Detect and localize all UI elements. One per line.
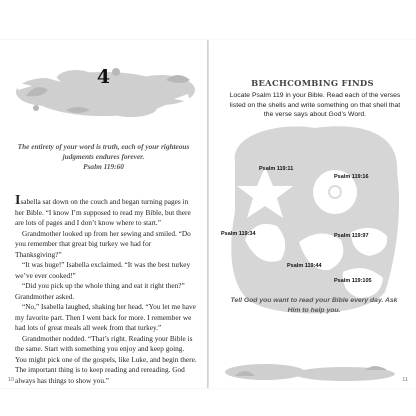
shell-label: Psalm 119:11 (259, 166, 294, 172)
shell-label: Psalm 119:44 (287, 263, 322, 269)
shell-label: Psalm 119:34 (221, 231, 256, 237)
shell-label: Psalm 119:105 (334, 278, 372, 284)
story-text (15, 193, 197, 386)
splash-brush-art (6, 52, 201, 132)
story-paragraph: “No,” Isabella laughed, shaking her head. “You let me have my favorite part. Then I went back for more. I remember we had lots of great meals all week from that turkey.” (15, 302, 196, 332)
story-paragraph (15, 193, 197, 229)
shell-label: Psalm 119:16 (334, 174, 369, 180)
activity-instructions: Locate Psalm 119 in your Bible. Read each of the verses listed on the shells and write something on that shell that the verse says about God’s Word. (229, 92, 401, 118)
page-number: 11 (402, 377, 408, 383)
epigraph (10, 142, 197, 172)
epigraph-text: The entirety of your word is truth, each of your righteous judgments endures forever. (17, 142, 190, 161)
epigraph-reference: Psalm 119:60 (83, 162, 124, 171)
story-paragraph: Grandmother nodded. “That’s right. Reading your Bible is the same. Start with something you enjoy and keep going. You might pick one of the gospels, like Luke, and begin there. The important thing is to keep reading and rereading. God always has things to show you.” (15, 333, 197, 385)
story-paragraph: “Did you pick up the whole thing and eat it right then?” Grandmother asked. (15, 281, 185, 301)
activity-title: BEACHCOMBING FINDS (251, 78, 374, 88)
story-paragraph: Grandmother looked up from her sewing and smiled. “Do you remember that great big turkey we had for Thanksgiving?” (15, 228, 191, 259)
page-number: 10 (8, 377, 15, 383)
story-paragraph-text: sabella sat down on the couch and began turning pages in her Bible. “I know I’m supposed to read my Bible, but there are lots of pages and I don’t know where to start.” (15, 197, 191, 227)
right-page (209, 40, 416, 388)
shells-illustration (225, 122, 403, 318)
left-page (0, 40, 208, 388)
story-paragraph: “It was huge!” Isabella exclaimed. “It was the best turkey we’ve ever cooked!” (15, 260, 191, 280)
splash-brush-art (215, 356, 410, 382)
drop-cap: I (15, 193, 21, 208)
shell-label: Psalm 119:97 (334, 233, 369, 239)
prayer-prompt: Tell God you want to read your Bible every day. Ask Him to help you. (230, 297, 398, 314)
chapter-number: 4 (96, 66, 111, 88)
